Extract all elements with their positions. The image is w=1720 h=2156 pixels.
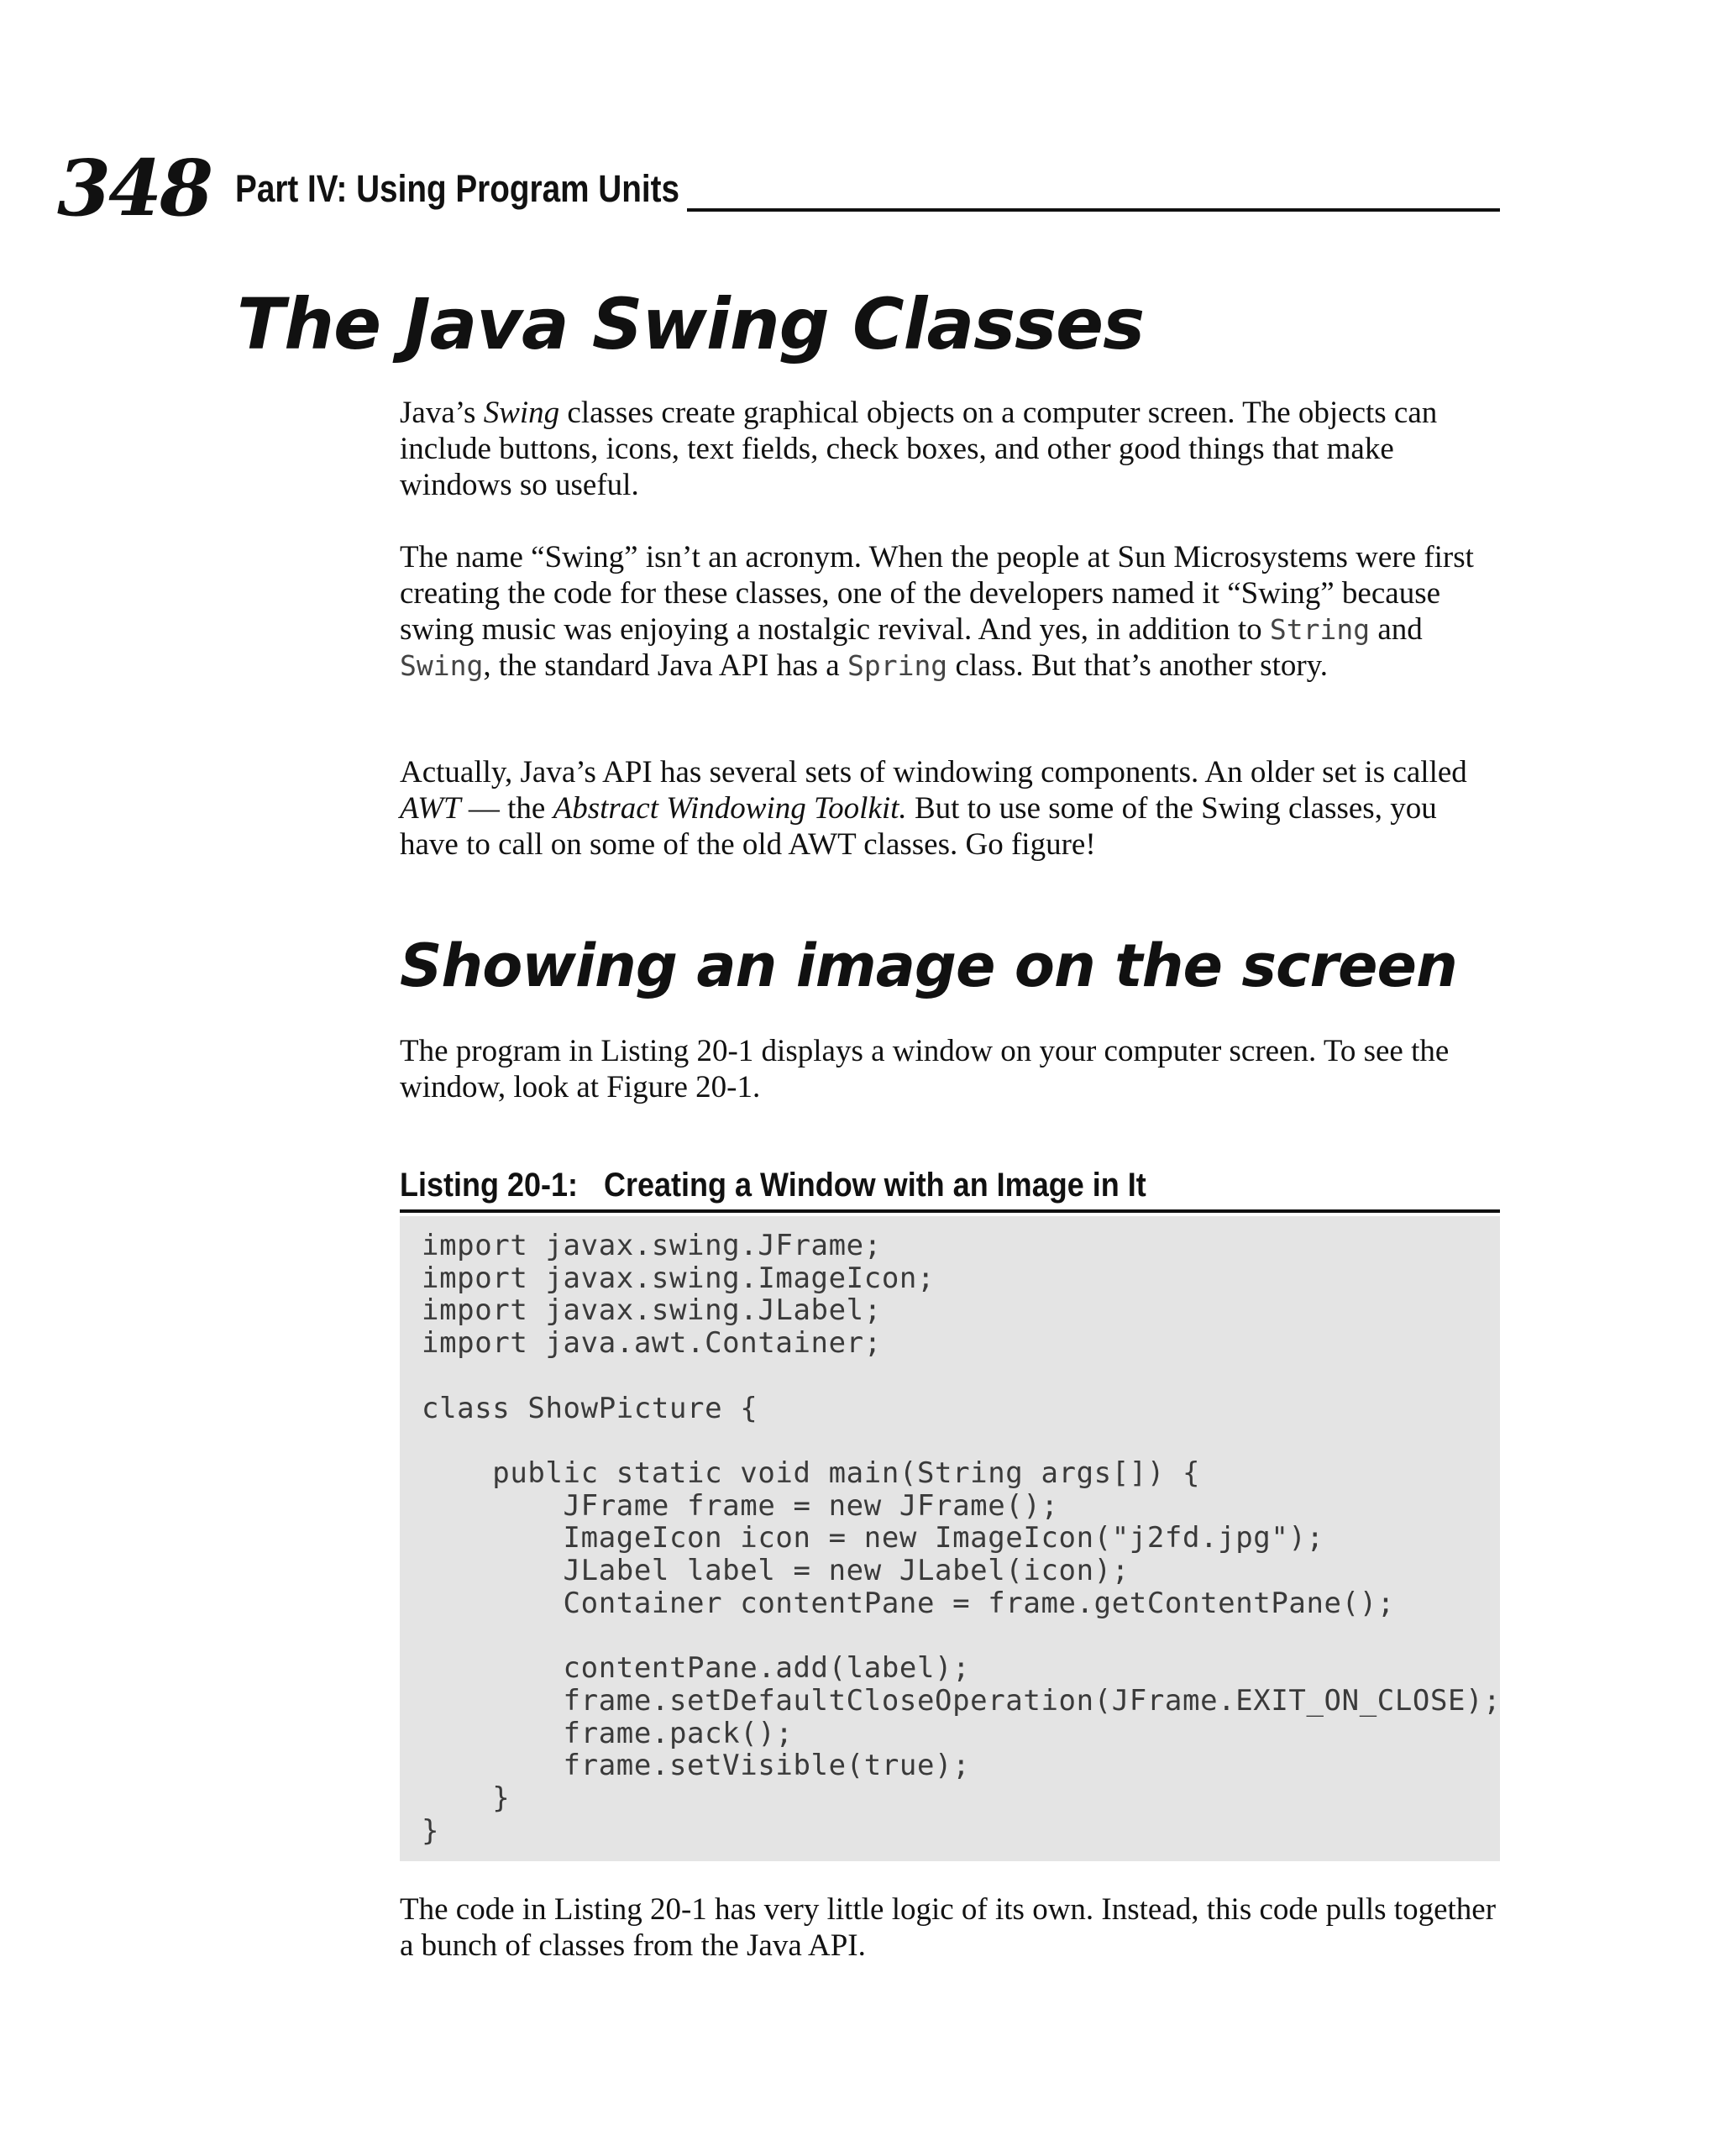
page-number: 348: [57, 143, 212, 233]
closing-paragraph: The code in Listing 20-1 has very little logic of its own. Instead, this code pulls together a bunch of classes from the Java API.: [400, 1892, 1497, 1963]
text-run: Java’s: [400, 396, 484, 430]
text-run: But to use some of the Swing classes, you have to call on some of the old AWT classes. Go figure!: [400, 791, 1437, 862]
text-run: The name “Swing” isn’t an acronym. When the people at Sun Microsystems were first creating the code for these classes, one of the developers named it “Swing” because swing music was enjoying a nostalgic revival. And yes, in addition to: [400, 540, 1474, 647]
text-run: — the: [460, 791, 553, 826]
intro-paragraph-2: [400, 539, 1502, 684]
part-title: Part IV: Using Program Units: [235, 167, 680, 210]
code-listing: [400, 1216, 1500, 1861]
text-run: class. But that’s another story.: [947, 648, 1329, 683]
emphasis-toolkit: Abstract Windowing Toolkit.: [553, 791, 907, 826]
section-heading: Showing an image on the screen: [400, 931, 1457, 1000]
text-run: classes create graphical objects on a computer screen. The objects can include buttons, icons, text fields, check boxes, and other good things that make windows so useful.: [400, 396, 1438, 502]
chapter-heading: The Java Swing Classes: [237, 283, 1145, 365]
inline-code-swing: Swing: [400, 649, 484, 682]
text-run: and: [1370, 612, 1423, 647]
listing-number: Listing 20-1:: [400, 1167, 579, 1204]
code-block: import javax.swing.JFrame; import javax.swing.ImageIcon; import javax.swing.JLabel; import java.awt.Container; class ShowPicture { public static void main(String args[]) { JFrame frame = new JFrame(); ImageIcon icon = new ImageIcon("j2fd.jpg"); JLabel label = new JLabel(icon); Container contentPane = frame.getContentPane(); contentPane.add(label); frame.setDefaultCloseOperation(JFrame.EXIT_ON_CLOSE); frame.pack(); frame.setVisible(true); } }: [422, 1229, 1502, 1848]
inline-code-string: String: [1269, 613, 1371, 646]
listing-title: Creating a Window with an Image in It: [604, 1167, 1146, 1204]
inline-code-spring: Spring: [847, 649, 948, 682]
text-run: , the standard Java API has a: [483, 648, 847, 683]
intro-paragraph-3: [400, 754, 1502, 863]
section-paragraph: The program in Listing 20-1 displays a window on your computer screen. To see the window, look at Figure 20-1.: [400, 1034, 1450, 1104]
intro-paragraph-1: [400, 395, 1502, 503]
emphasis-awt: AWT: [400, 791, 461, 826]
listing-caption: [400, 1161, 1500, 1213]
text-run: Actually, Java’s API has several sets of windowing components. An older set is called: [400, 755, 1467, 789]
header-rule: [687, 208, 1500, 212]
emphasis-swing: Swing: [483, 396, 560, 430]
